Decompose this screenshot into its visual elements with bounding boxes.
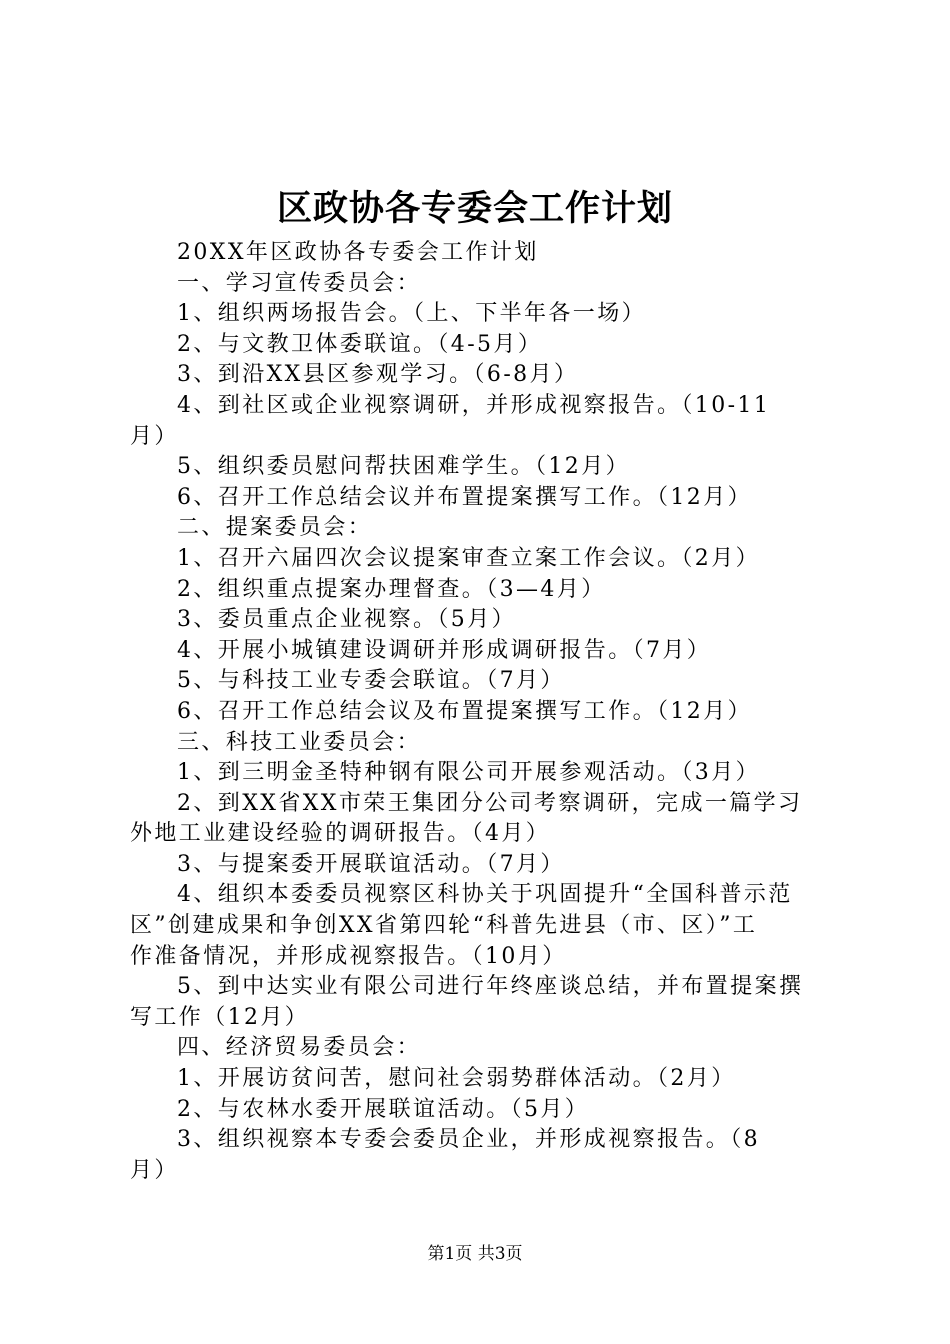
document-body — [130, 238, 830, 1186]
text-line: 2、组织重点提案办理督查。（3—4月） — [177, 576, 606, 602]
text-line: 1、组织两场报告会。（上、下半年各一场） — [177, 301, 646, 327]
text-line: 一、学习宣传委员会： — [177, 270, 422, 296]
text-line: 作准备情况，并形成视察报告。（10月） — [130, 943, 567, 969]
text-line: 20XX年区政协各专委会工作计划 — [177, 240, 539, 265]
text-line: 2、到XX省XX市荣王集团分公司考察调研，完成一篇学习 — [177, 790, 803, 816]
text-line: 2、与农林水委开展联谊活动。（5月） — [177, 1096, 590, 1122]
text-line: 1、到三明金圣特种钢有限公司开展参观活动。（3月） — [177, 760, 760, 786]
text-line: 4、开展小城镇建设调研并形成调研报告。（7月） — [177, 637, 712, 663]
document-title: 区政协各专委会工作计划 — [276, 188, 673, 229]
page-footer: 第1页 共3页 — [427, 1244, 523, 1264]
text-line: 4、到社区或企业视察调研，并形成视察报告。（10-11 — [177, 392, 771, 418]
text-line: 二、提案委员会： — [177, 515, 373, 541]
text-line: 3、组织视察本专委会委员企业，并形成视察报告。（8 — [177, 1127, 760, 1153]
text-line: 3、与提案委开展联谊活动。（7月） — [177, 851, 565, 877]
text-line: 三、科技工业委员会： — [177, 729, 422, 755]
text-line: 4、组织本委委员视察区科协关于巩固提升“全国科普示范 — [177, 882, 793, 908]
text-line: 5、组织委员慰问帮扶困难学生。（12月） — [177, 454, 630, 480]
text-line: 月） — [130, 1157, 179, 1183]
text-line: 写工作（12月） — [130, 1004, 310, 1030]
text-line: 5、与科技工业专委会联谊。（7月） — [177, 668, 565, 694]
text-line: 3、委员重点企业视察。（5月） — [177, 607, 516, 633]
text-line: 6、召开工作总结会议及布置提案撰写工作。（12月） — [177, 698, 752, 724]
text-line: 外地工业建设经验的调研报告。（4月） — [130, 821, 551, 847]
text-line: 5、到中达实业有限公司进行年终座谈总结，并布置提案撰 — [177, 974, 804, 1000]
text-line: 6、召开工作总结会议并布置提案撰写工作。（12月） — [177, 484, 752, 510]
text-line: 3、到沿XX县区参观学习。（6-8月） — [177, 362, 579, 388]
text-line: 四、经济贸易委员会： — [177, 1035, 422, 1061]
text-line: 1、召开六届四次会议提案审查立案工作会议。（2月） — [177, 545, 760, 571]
text-line: 区”创建成果和争创XX省第四轮“科普先进县（市、区）”工 — [130, 913, 758, 939]
text-line: 2、与文教卫体委联谊。（4-5月） — [177, 331, 543, 357]
text-line: 月） — [130, 423, 179, 449]
text-line: 1、开展访贫问苦，慰问社会弱势群体活动。（2月） — [177, 1066, 736, 1092]
